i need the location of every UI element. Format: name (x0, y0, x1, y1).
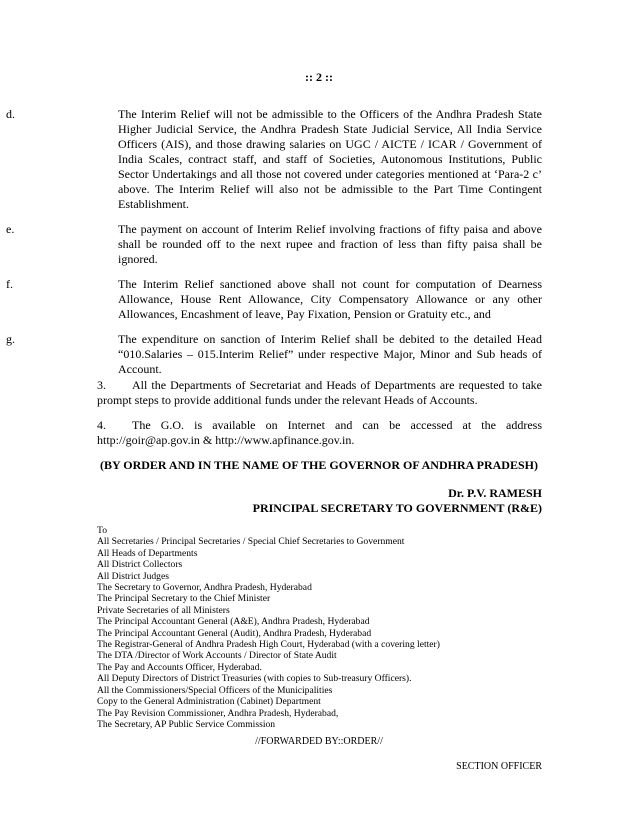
distribution-item: All District Judges (97, 570, 169, 582)
distribution-item: The Principal Secretary to the Chief Minister (97, 593, 271, 605)
item-text: The Interim Relief will not be admissible to the Officers of the Andhra Pradesh State Higher Judicial Service, the Andhra Pradesh State Judicial Service, All India Service Officers (AIS), and those drawing salaries on UGC / AICTE / ICAR / Government of India Scales, contract staff, and staff of Societies, Autonomous Institutions, Public Sector Undertakings and all those not covered under categories mentioned at ‘Para-2 c’ above. The Interim Relief will also not be admissible to the Part Time Contingent Establishment. (118, 107, 542, 211)
forwarded-line: //FORWARDED BY::ORDER// (255, 736, 383, 747)
item-text: The payment on account of Interim Relief involving fractions of fifty paisa and above shall be rounded off to the next rupee and fraction of less than fifty paisa shall be ignored. (118, 222, 542, 266)
distribution-item: Copy to the General Administration (Cabinet) Department (97, 696, 321, 708)
page-number: :: 2 :: (305, 70, 333, 84)
order-line: (BY ORDER AND IN THE NAME OF THE GOVERNOR OF ANDHRA PRADESH) (100, 458, 538, 472)
paragraph-text: All the Departments of Secretariat and Heads of Departments are requested to take prompt steps to provide additional funds under the relevant Heads of Accounts. (97, 378, 542, 407)
signatory-title: PRINCIPAL SECRETARY TO GOVERNMENT (R&E) (252, 501, 542, 515)
item-text: The expenditure on sanction of Interim Relief shall be debited to the detailed Head “010.Salaries – 015.Interim Relief” under respective Major, Minor and Sub heads of Account. (118, 332, 542, 376)
item-label: d. (6, 107, 15, 121)
distribution-item: The Pay Revision Commissioner, Andhra Pradesh, Hyderabad, (97, 707, 339, 719)
item-label: f. (6, 277, 13, 291)
paragraph-4 (97, 418, 542, 448)
section-officer: SECTION OFFICER (456, 761, 542, 772)
distribution-item: The Principal Accountant General (Audit), Andhra Pradesh, Hyderabad (97, 627, 372, 639)
distribution-item: The Secretary to Governor, Andhra Pradesh, Hyderabad (97, 582, 312, 594)
distribution-item: To (97, 525, 107, 536)
distribution-item: All District Collectors (97, 559, 183, 571)
item-text: The Interim Relief sanctioned above shall not count for computation of Dearness Allowance, House Rent Allowance, City Compensatory Allowance or any other Allowances, Encashment of leave, Pay Fixation, Pension or Gratuity etc., and (118, 277, 542, 321)
distribution-item: All Heads of Departments (97, 547, 198, 559)
distribution-item: The Secretary, AP Public Service Commission (97, 718, 276, 730)
paragraph-3 (97, 378, 542, 408)
list-item (6, 277, 542, 322)
list-item (6, 107, 542, 212)
signatory-name: Dr. P.V. RAMESH (448, 486, 542, 500)
distribution-item: The DTA /Director of Work Accounts / Director of State Audit (97, 650, 337, 662)
paragraph-text: The G.O. is available on Internet and can be accessed at the address http://goir@ap.gov.in & http://www.apfinance.gov.in. (97, 418, 542, 447)
list-item (6, 222, 542, 267)
distribution-list (97, 525, 557, 730)
distribution-item: The Pay and Accounts Officer, Hyderabad. (97, 661, 262, 673)
distribution-item: All Secretaries / Principal Secretaries / Special Chief Secretaries to Government (97, 536, 405, 548)
distribution-item: The Registrar-General of Andhra Pradesh High Court, Hyderabad (with a covering letter) (97, 639, 440, 651)
distribution-item: All the Commissioners/Special Officers of the Municipalities (97, 684, 333, 696)
paragraph-number: 3. (97, 378, 106, 392)
item-label: g. (6, 332, 15, 346)
distribution-item: All Deputy Directors of District Treasuries (with copies to Sub-treasury Officers). (97, 673, 412, 685)
item-label: e. (6, 222, 15, 236)
distribution-item: Private Secretaries of all Ministers (97, 604, 230, 616)
paragraph-number: 4. (97, 418, 106, 432)
list-item (6, 332, 542, 377)
distribution-item: The Principal Accountant General (A&E), Andhra Pradesh, Hyderabad (97, 616, 370, 628)
sub-items-list (6, 107, 542, 387)
